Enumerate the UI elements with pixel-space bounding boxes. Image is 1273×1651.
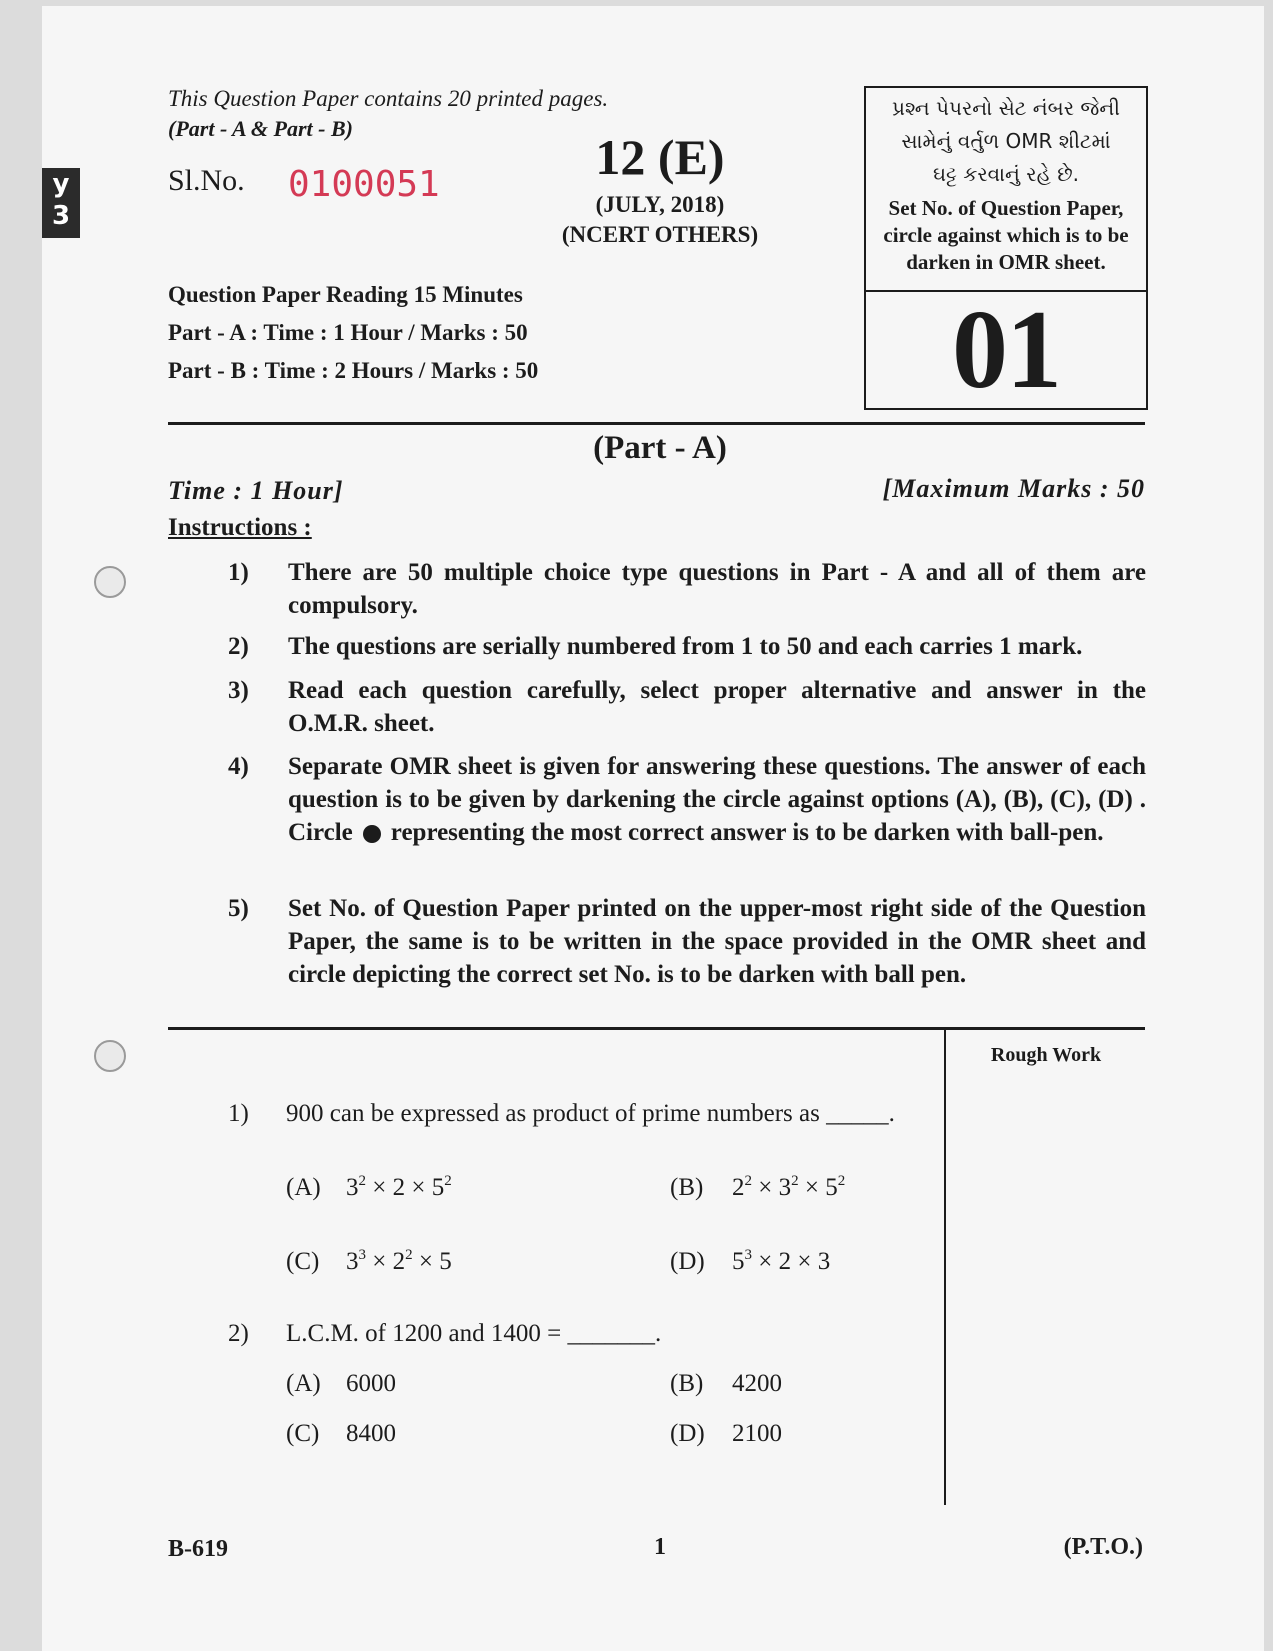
slno-label: Sl.No. (168, 164, 245, 197)
instruction-item (228, 750, 1148, 886)
instruction-number: 2) (228, 633, 249, 660)
instruction-item (228, 674, 1148, 744)
option-exponent: 2 (744, 1173, 752, 1189)
set-box-gujarati-line: ઘટ્ટ કરવાનું રહે છે. (932, 162, 1080, 186)
option-label: (C) (286, 1248, 320, 1275)
instructions-divider (168, 1027, 1145, 1030)
pto-label: (P.T.O.) (1063, 1534, 1143, 1560)
option-exponent: 2 (837, 1173, 846, 1189)
option-label: (C) (286, 1420, 320, 1447)
instruction-number: 3) (228, 677, 249, 704)
header-divider (168, 422, 1145, 425)
instruction-text: The questions are serially numbered from 1 to 50 and each carries 1 mark. (288, 633, 1083, 660)
option-value (346, 1174, 452, 1202)
set-box-english-line: darken in OMR sheet. (906, 250, 1106, 274)
punch-hole (94, 1040, 126, 1072)
set-box-english-line: Set No. of Question Paper, (888, 196, 1124, 220)
instruction-text: Read each question carefully, select proper alternative and answer in the O.M.R. sheet. (288, 677, 1146, 737)
question-text: L.C.M. of 1200 and 1400 = _______. (286, 1320, 662, 1347)
option-term: × 5 (418, 1248, 452, 1275)
page-number: 1 (654, 1534, 666, 1560)
rough-work-divider (944, 1030, 946, 1505)
option-term: 3 (346, 1248, 359, 1275)
instruction-number: 5) (228, 895, 249, 922)
option-exponent: 3 (744, 1247, 752, 1263)
set-number-box (864, 86, 1148, 410)
instruction-item (228, 556, 1148, 626)
question-number: 2) (228, 1320, 249, 1347)
option-label: (D) (670, 1248, 705, 1275)
instruction-text-after: representing the most correct answer is to be darken with ball-pen. (390, 819, 1104, 846)
filled-circle-icon (363, 825, 381, 843)
option-term: 5 (732, 1248, 745, 1275)
option-label: (A) (286, 1174, 321, 1201)
option-term: × 2 × 3 (758, 1248, 831, 1275)
question-text: 900 can be expressed as product of prime numbers as _____. (286, 1100, 895, 1127)
side-tab-line: y (52, 169, 70, 199)
set-box-gujarati-line: પ્રશ્ન પેપરનો સેટ નંબર જેની (892, 96, 1120, 120)
option-label: (D) (670, 1420, 705, 1447)
side-tab-line: 3 (51, 201, 71, 231)
part-a-heading: (Part - A) (593, 430, 727, 466)
instruction-text: There are 50 multiple choice type questions in Part - A and all of them are compulsory. (288, 559, 1146, 619)
option-exponent: 2 (358, 1173, 366, 1189)
option-term: × 2 (372, 1248, 406, 1275)
set-box-english-line: circle against which is to be (883, 223, 1129, 247)
option-term: × 5 (804, 1174, 838, 1201)
option-label: (A) (286, 1370, 321, 1397)
footer-code: B-619 (168, 1536, 228, 1562)
pages-note: This Question Paper contains 20 printed pages. (168, 86, 609, 111)
instruction-text: Set No. of Question Paper printed on the upper-most right side of the Question Paper, the same is to be written in the space provided in the OMR sheet and circle depicting the correct set No. is to be darken with ball pen. (288, 895, 1146, 988)
option-value (346, 1248, 452, 1276)
option-exponent: 2 (405, 1247, 413, 1263)
option-term: × 2 × 5 (372, 1174, 445, 1201)
punch-hole (94, 566, 126, 598)
question-number: 1) (228, 1100, 249, 1127)
side-tab (42, 168, 80, 238)
part-a-max-marks: [Maximum Marks : 50 (882, 474, 1145, 503)
option-value: 6000 (346, 1370, 396, 1397)
part-b-time: Part - B : Time : 2 Hours / Marks : 50 (168, 358, 539, 383)
part-a-time: Part - A : Time : 1 Hour / Marks : 50 (168, 320, 528, 345)
instructions-label: Instructions : (168, 514, 312, 541)
reading-time: Question Paper Reading 15 Minutes (168, 282, 523, 307)
option-value (732, 1174, 845, 1202)
rough-work-label: Rough Work (990, 1044, 1102, 1066)
paper-board: (NCERT OTHERS) (561, 222, 759, 247)
option-exponent: 2 (791, 1173, 799, 1189)
instruction-text (288, 750, 1146, 849)
part-a-time-label: Time : 1 Hour] (168, 476, 344, 505)
instruction-item (228, 630, 1148, 666)
slno-value: 0100051 (288, 164, 440, 205)
option-label: (B) (670, 1370, 704, 1397)
parts-note: (Part - A & Part - B) (168, 116, 353, 141)
option-exponent: 2 (444, 1173, 452, 1189)
option-term: × 3 (758, 1174, 792, 1201)
paper-session: (JULY, 2018) (595, 192, 725, 217)
instruction-text-before: Separate OMR sheet is given for answering these questions. The answer of each question is to be given by darkening the circle against options (A), (B), (C), (D) . Circle (288, 753, 1146, 846)
paper-code: 12 (E) (595, 129, 725, 185)
option-value: 2100 (732, 1420, 782, 1447)
option-term: 2 (732, 1174, 745, 1201)
option-label: (B) (670, 1174, 704, 1201)
set-box-gujarati-line: સામેનું વર્તુળ OMR શીટમાં (901, 129, 1111, 153)
option-exponent: 3 (358, 1247, 366, 1263)
option-term: 3 (346, 1174, 359, 1201)
instruction-number: 4) (228, 753, 249, 780)
option-value: 4200 (732, 1370, 782, 1397)
instruction-number: 1) (228, 559, 249, 586)
option-value (732, 1248, 830, 1276)
instruction-item (228, 892, 1148, 996)
option-value: 8400 (346, 1420, 396, 1447)
set-number: 01 (952, 288, 1060, 412)
